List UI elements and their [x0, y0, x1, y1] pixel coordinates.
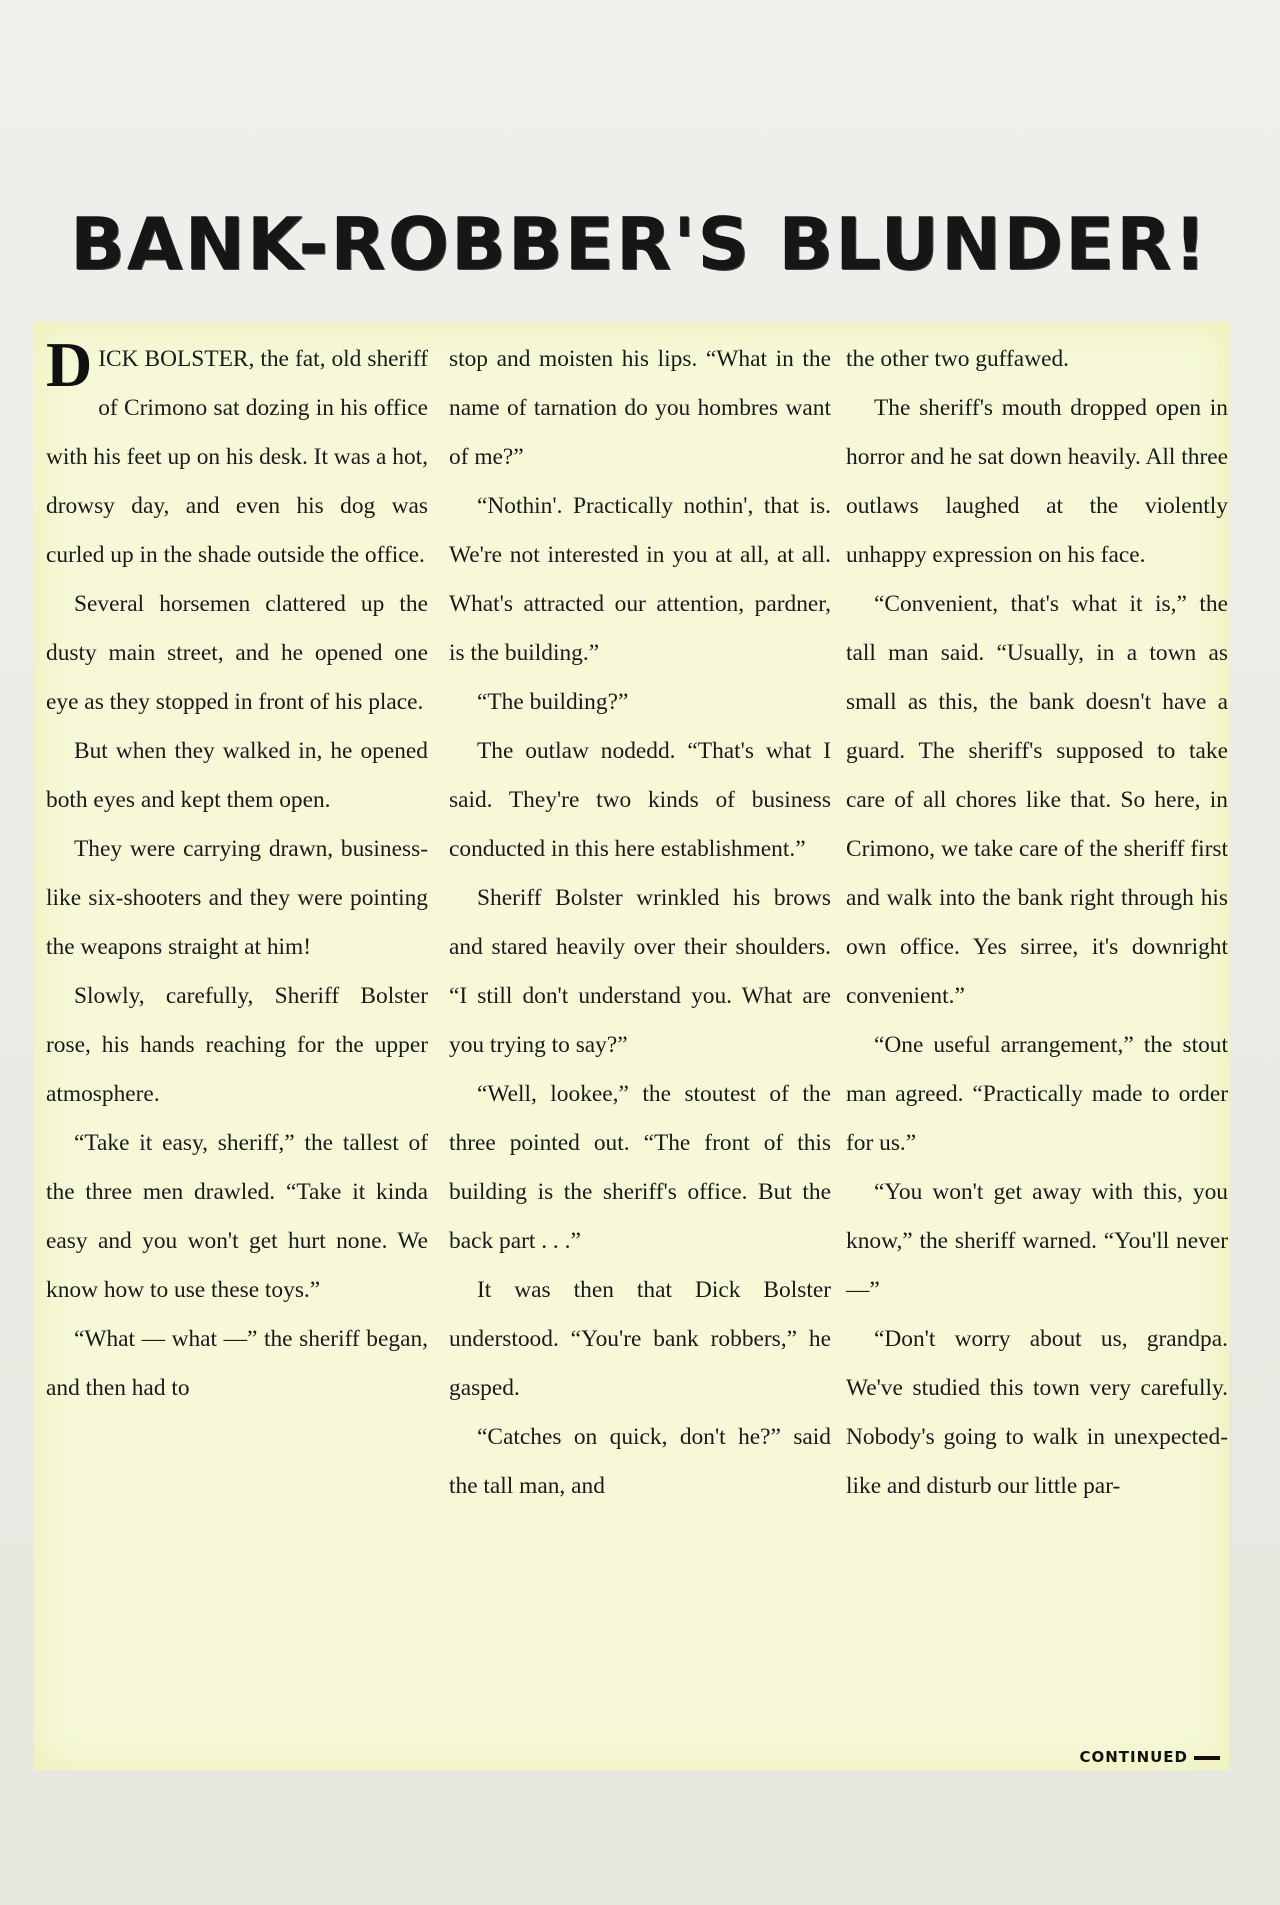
text-column-3: [846, 335, 1228, 1755]
paragraph: the other two guffawed.: [846, 346, 1070, 372]
paragraph: stop and moisten his lips. “What in the name of tarnation do you hombres want of me?”: [449, 346, 831, 470]
paragraph: They were carrying drawn, business-like six-shooters and they were pointing the weapons straight at him!: [46, 836, 428, 960]
paragraph: Slowly, carefully, Sheriff Bolster rose, his hands reaching for the upper atmosphere.: [46, 983, 428, 1107]
paragraph: “Catches on quick, don't he?” said the tall man, and: [449, 1424, 831, 1499]
paragraph: Sheriff Bolster wrinkled his brows and stared heavily over their shoulders. “I still don't understand you. What are you trying to say?”: [449, 885, 831, 1058]
continued-marker: [1079, 1748, 1220, 1766]
paragraph: “Take it easy, sheriff,” the tallest of the three men drawled. “Take it kinda easy and you won't get hurt none. We know how to use these toys.”: [46, 1130, 428, 1303]
paragraph: “Nothin'. Practically nothin', that is. We're not interested in you at all, at all. What's attracted our attention, pardner, is the building.”: [449, 493, 831, 666]
paragraph: “Don't worry about us, grandpa. We've studied this town very carefully. Nobody's going to walk in unexpected-like and disturb our little par-: [846, 1326, 1228, 1499]
paragraph: “What — what —” the sheriff began, and then had to: [46, 1326, 428, 1401]
text-column-1: [46, 329, 429, 1755]
paragraph: “Well, lookee,” the stoutest of the three pointed out. “The front of this building is the sheriff's office. But the back part . . .”: [449, 1081, 831, 1254]
continued-label: CONTINUED: [1079, 1748, 1188, 1766]
continued-dash: [1194, 1756, 1220, 1760]
drop-cap: D: [46, 329, 93, 400]
paragraph-text: the fat, old sheriff of Crimono sat dozing in his office with his feet up on his desk. It was a hot, drowsy day, and even his dog was curled up in the shade outside the office.: [46, 346, 429, 568]
story-title: BANK-ROBBER'S BLUNDER!: [70, 202, 1209, 286]
paragraph: “One useful arrangement,” the stout man agreed. “Practically made to order for us.”: [846, 1032, 1228, 1156]
text-column-2: [449, 335, 831, 1755]
paragraph: “You won't get away with this, you know,” the sheriff warned. “You'll never—”: [846, 1179, 1228, 1303]
paragraph: Several horsemen clattered up the dusty main street, and he opened one eye as they stopped in front of his place.: [46, 591, 428, 715]
paragraph: The outlaw nodedd. “That's what I said. They're two kinds of business conducted in this here establishment.”: [449, 738, 831, 862]
paragraph: The sheriff's mouth dropped open in horror and he sat down heavily. All three outlaws laughed at the violently unhappy expression on his face.: [846, 395, 1228, 568]
lead-in: ICK BOLSTER,: [98, 346, 255, 372]
paragraph: “The building?”: [477, 689, 629, 715]
paragraph: “Convenient, that's what it is,” the tall man said. “Usually, in a town as small as this, the bank doesn't have a guard. The sheriff's supposed to take care of all chores like that. So here, in Crimono, we take care of the sheriff first and walk into the bank right through his own office. Yes sirree, it's downright convenient.”: [846, 591, 1228, 1009]
paragraph: But when they walked in, he opened both eyes and kept them open.: [46, 738, 428, 813]
paragraph: [46, 329, 429, 580]
paragraph: It was then that Dick Bolster understood. “You're bank robbers,” he gasped.: [449, 1277, 831, 1401]
